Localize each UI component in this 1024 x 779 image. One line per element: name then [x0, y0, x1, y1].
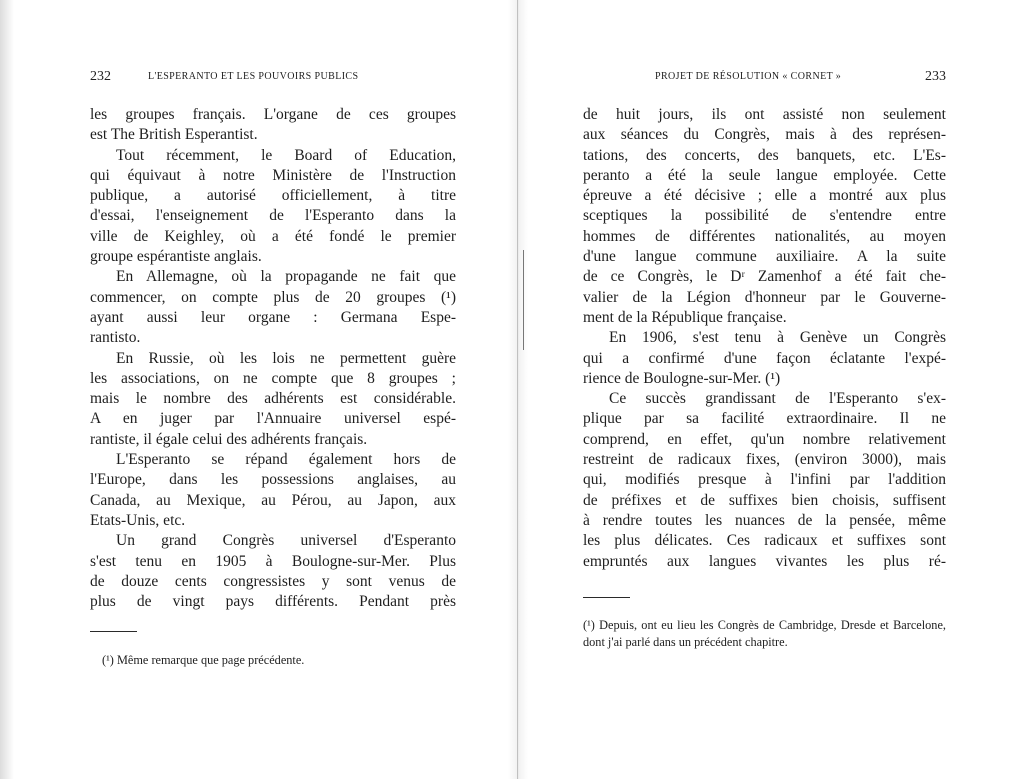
text-line: groupe espérantiste anglais. [90, 248, 262, 266]
text-line: L'Esperanto se répand également hors de [116, 451, 456, 469]
left-footnote: (¹) Même remarque que page précédente. [102, 653, 305, 667]
text-line: d'une langue commune auxiliaire. A la suite [583, 248, 946, 266]
text-line: commencer, on compte plus de 20 groupes (¹) [90, 288, 456, 306]
text-line: En 1906, s'est tenu à Genève un Congrès [609, 329, 946, 347]
text-line: qui, modifiés presque à l'infini par l'addition [583, 471, 946, 489]
text-line: les groupes français. L'organe de ces groupes [90, 106, 456, 123]
text-line: est The British Esperantist. [90, 126, 258, 144]
text-line: tations, des concerts, des banquets, etc. L'Es- [583, 146, 946, 164]
left-page-number: 232 [90, 69, 111, 84]
text-line: rantiste, il égale celui des adhérents français. [90, 430, 368, 448]
text-line: En Russie, où les lois ne permettent guère [116, 349, 456, 367]
text-line: Etats-Unis, etc. [90, 511, 186, 529]
text-line: d'essai, l'enseignement de l'Esperanto dans la [90, 207, 456, 225]
text-line: rantisto. [90, 329, 141, 347]
text-line: hommes de différentes nationalités, au moyen [583, 227, 946, 245]
text-line: s'est tenu en 1905 à Boulogne-sur-Mer. Plus [90, 552, 456, 570]
text-line: aux séances du Congrès, mais à des représen- [583, 126, 946, 144]
text-line: ville de Keighley, où a été fondé le premier [90, 227, 456, 245]
text-line: de préfixes et de suffixes bien choisis, suffisent [583, 491, 946, 509]
text-line: ayant aussi leur organe : Germana Espe- [90, 308, 456, 326]
text-line: à rendre toutes les nuances de la pensée, même [583, 511, 946, 529]
text-line: Canada, au Mexique, au Pérou, au Japon, aux [90, 491, 456, 509]
text-line: mais le nombre des adhérents est considérable. [90, 390, 456, 408]
text-line: de huit jours, ils ont assisté non seulement [583, 106, 946, 123]
text-line: publique, a autorisé officiellement, à titre [90, 187, 456, 205]
text-line: restreint de radicaux fixes, (environ 3000), mais [583, 451, 946, 469]
right-page-body [583, 105, 946, 572]
text-line: plique par sa facilité extraordinaire. Il ne [583, 410, 946, 428]
text-line: qui équivaut à notre Ministère de l'Instruction [90, 166, 456, 184]
text-line: Tout récemment, le Board of Education, [116, 146, 456, 164]
gutter-fold-line [517, 0, 518, 779]
text-line: En Allemagne, où la propagande ne fait que [116, 268, 456, 286]
gutter-mark [523, 250, 524, 350]
text-line: Ce succès grandissant de l'Esperanto s'ex- [609, 390, 946, 408]
text-line: épreuve a été décisive ; elle a montré aux plus [583, 187, 946, 205]
book-gutter [508, 0, 528, 779]
text-line: de douze cents congressistes y sont venus de [90, 572, 456, 590]
text-line: Un grand Congrès universel d'Esperanto [116, 532, 456, 550]
left-page-body [90, 105, 456, 612]
text-line: valier de la Légion d'honneur par le Gouverne- [583, 288, 946, 306]
text-line: A en juger par l'Annuaire universel espé- [90, 410, 456, 428]
right-page [583, 0, 946, 779]
left-running-title: L'ESPERANTO ET LES POUVOIRS PUBLICS [148, 71, 359, 82]
text-line: empruntés aux langues vivantes les plus ré- [583, 552, 946, 570]
text-line: les plus délicates. Ces radicaux et suffixes sont [583, 532, 946, 550]
text-line: plus de vingt pays différents. Pendant près [90, 593, 456, 611]
right-running-title: PROJET DE RÉSOLUTION « CORNET » [655, 71, 842, 82]
text-line: rience de Boulogne-sur-Mer. (¹) [583, 369, 781, 387]
right-page-number: 233 [925, 69, 946, 84]
text-line: ment de la République française. [583, 308, 787, 326]
text-line: sceptiques la possibilité de s'entendre entre [583, 207, 946, 225]
text-line: comprend, en effet, qu'un nombre relativement [583, 430, 946, 448]
text-line: peranto a été la seule langue employée. Cette [583, 166, 946, 184]
page-edge-shadow [0, 0, 14, 779]
text-line: les associations, on ne compte que 8 groupes ; [90, 369, 456, 387]
text-line: l'Europe, dans les possessions anglaises, au [90, 471, 456, 489]
right-footnote: (¹) Depuis, ont eu lieu les Congrès de Cambridge, Dresde et Barcelone, dont j'ai parlé dans un précédent chapitre. [583, 618, 946, 649]
text-line: qui a confirmé d'une façon éclatante l'expé- [583, 349, 946, 367]
right-footnote-rule [583, 597, 630, 598]
left-page [90, 0, 456, 779]
left-footnote-rule [90, 631, 137, 632]
text-line: de ce Congrès, le Dʳ Zamenhof a été fait che- [583, 268, 946, 286]
